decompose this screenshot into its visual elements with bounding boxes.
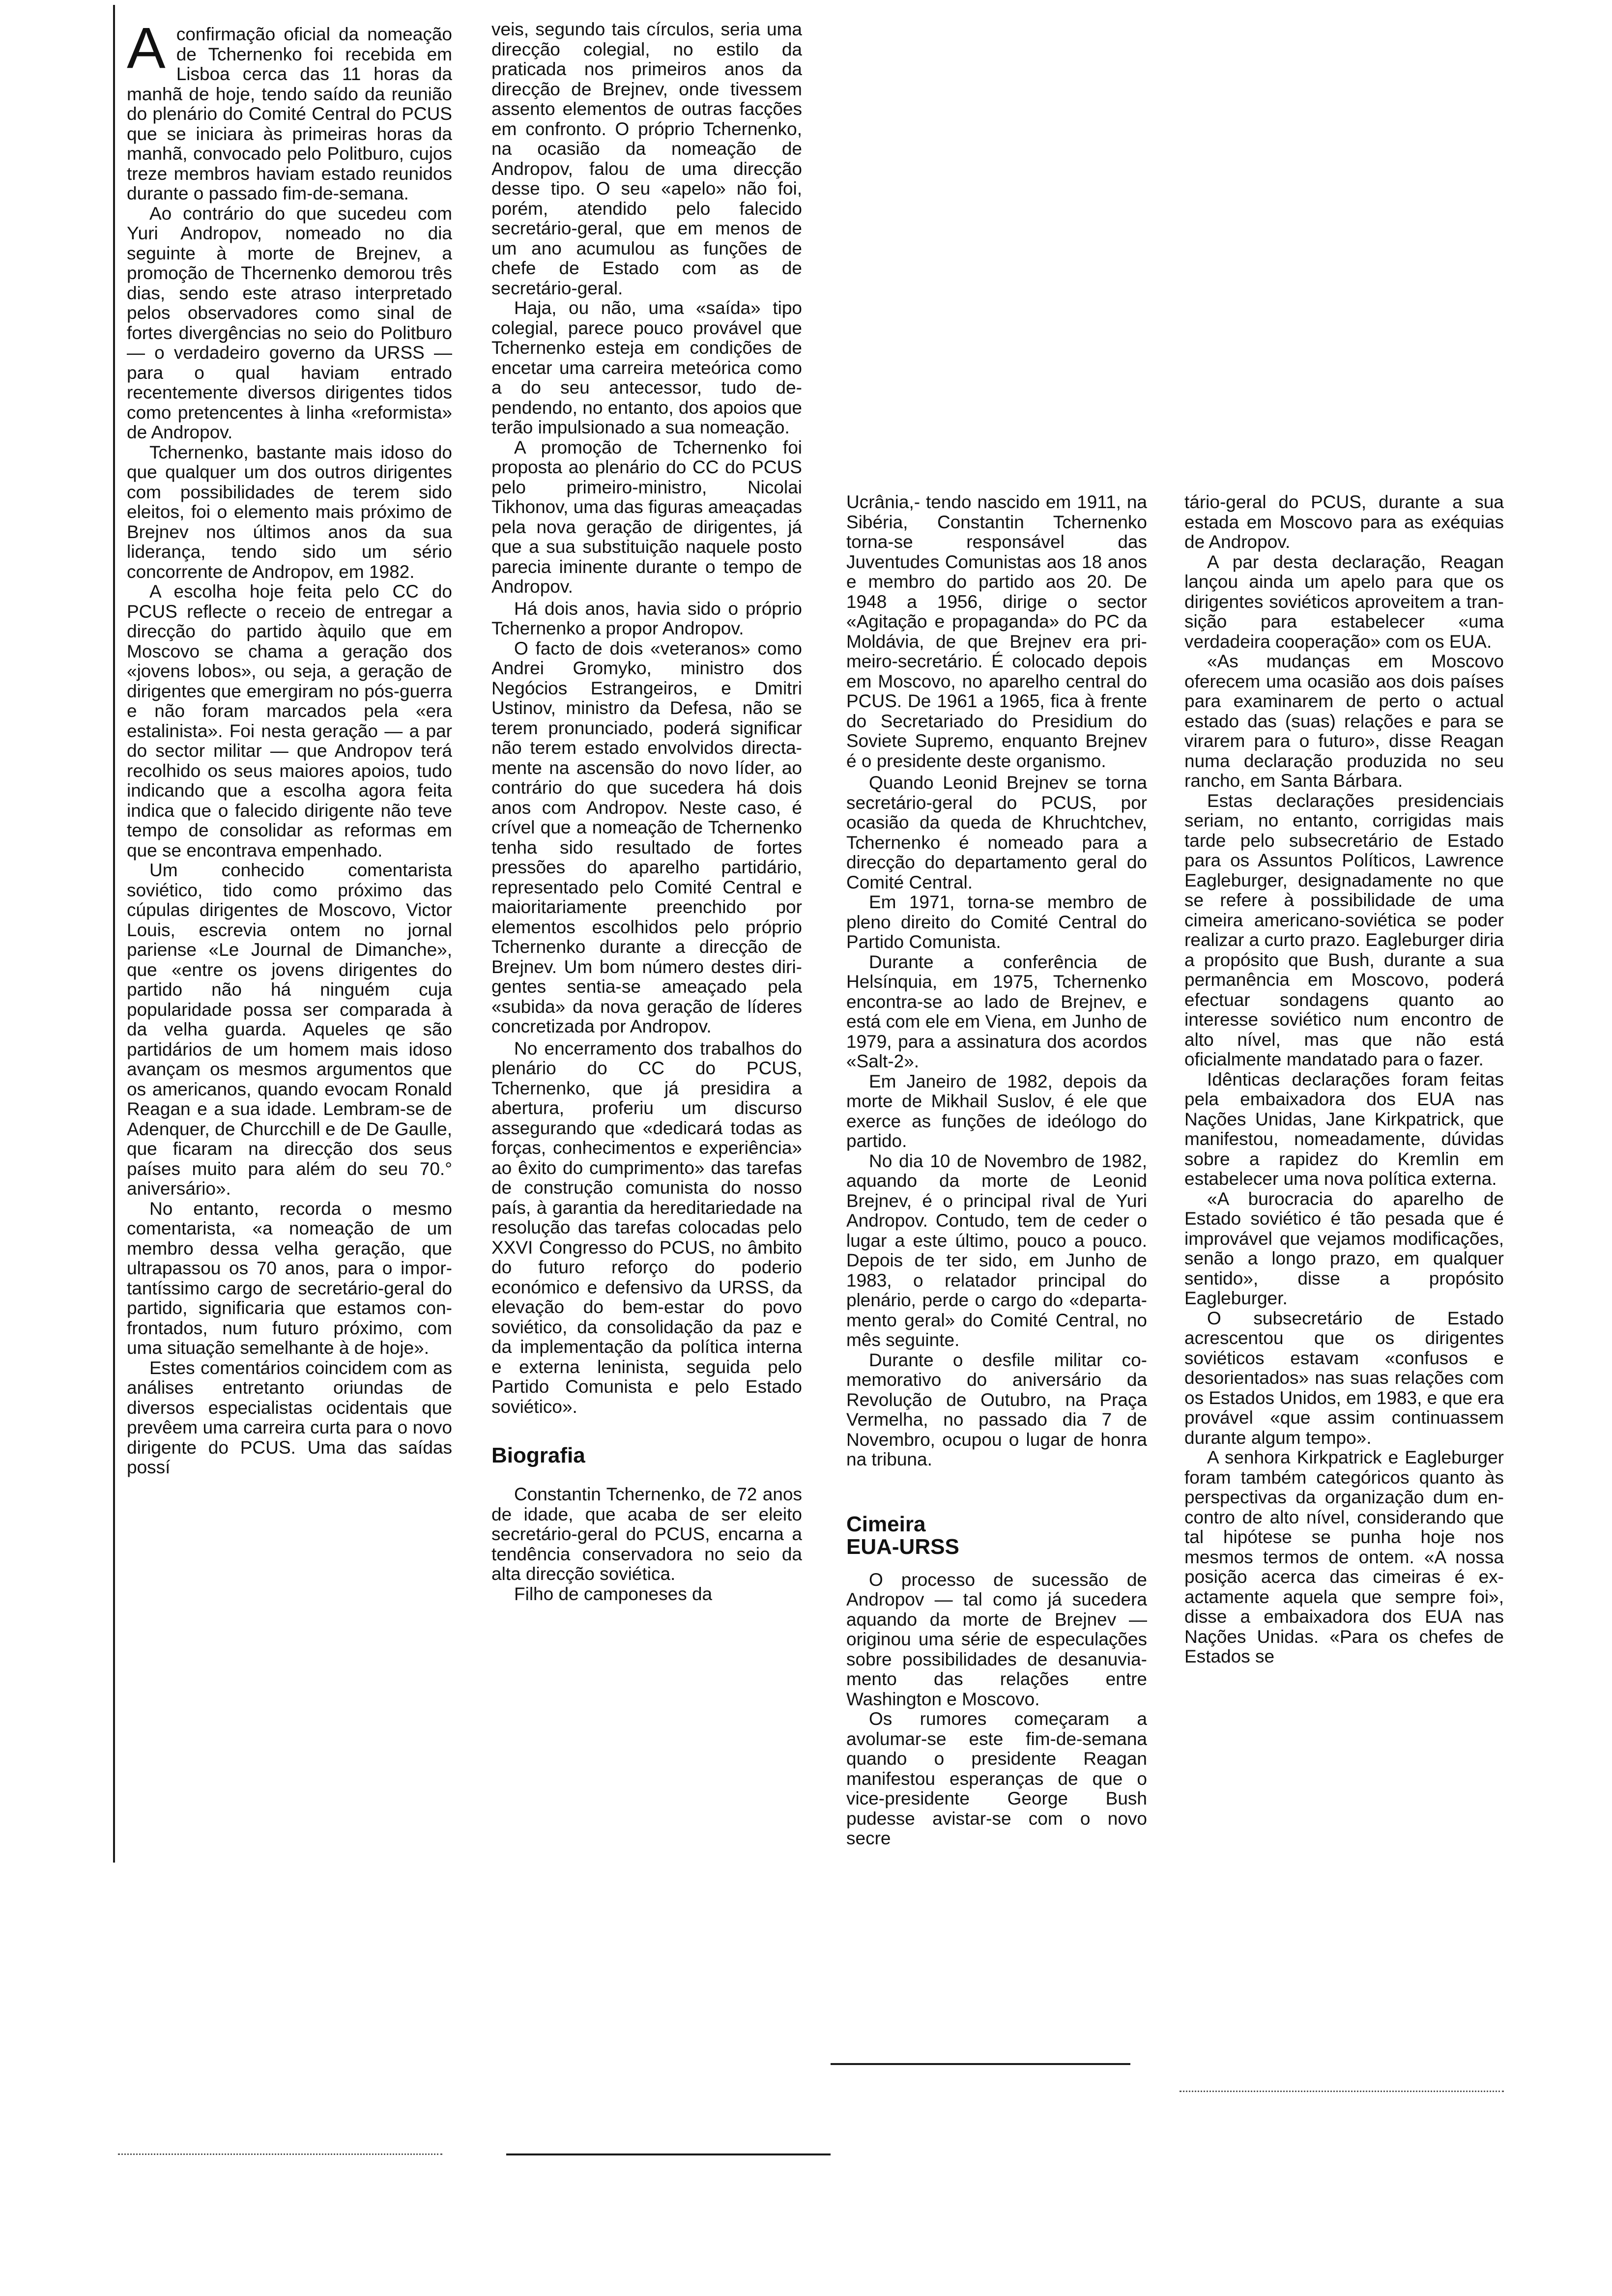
paragraph-text: confirmação oficial da nomeação de Tchernenko foi recebida em Lisboa cerca das 11 horas da manhã de hoje, tendo saído da reunião do plenário do Comité Central do PCUS que se iniciara às primeiras horas da manhã, convocado pelo Politburo, cujos treze membros haviam estado reunidos durante o passado fim-de-semana. bbox=[127, 24, 452, 203]
paragraph: O facto de dois «veteranos» como Andrei Gromyko, ministro dos Negócios Estrangeiros, e Dmitri Ustinov, ministro da Defesa, não se terem pronunciado, poderá significar não terem estado envolvidos directamente na ascensão do novo líder, ao contrário do que sucedera há dois anos com Andropov. Neste caso, é crível que a nomeação de Tchernenko tenha sido resultado de fortes pressões do aparelho partidário, representado pelo Comité Central e maioritariamente preenchido por elementos escolhidos pelo próprio Tchernenko durante a direcção de Brejnev. Um bom número destes dirigentes sentia-se ameaçado pela «subida» da nova geração de líderes concretizada por Andropov. bbox=[491, 638, 802, 1036]
paragraph: A promoção de Tchernenko foi proposta ao plenário do CC do PCUS pelo primeiro-ministro, Nicolai Tikhonov, uma das figuras ameaçadas pela nova geração de dirigentes, já que a sua substituição naquele posto parecia iminente durante o tempo de Andropov. bbox=[491, 437, 802, 597]
paragraph: Há dois anos, havia sido o próprio Tchernenko a propor Andropov. bbox=[491, 598, 802, 638]
paragraph: tário-geral do PCUS, durante a sua estada em Moscovo para as exéquias de Andropov. bbox=[1184, 492, 1504, 552]
paragraph: Durante o desfile militar comemorativo do aniversário da Revolução de Outubro, na Praça Vermelha, no passado dia 7 de Novembro, ocupou o lugar de honra na tribuna. bbox=[846, 1349, 1147, 1469]
section-heading-cimeira bbox=[846, 1513, 1147, 1558]
paragraph: A senhora Kirkpatrick e Eagleburger foram também categóricos quanto às perspectivas da organização dum encontro de alto nível, considerando que tal hipótese se punha hoje nos mesmos termos de ontem. «A nossa posição acerca das cimeiras é exactamente aquela que sempre foi», disse a embaixadora dos EUA nas Nações Unidas. «Para os chefes de Estados se bbox=[1184, 1447, 1504, 1666]
paragraph: Filho de camponeses da bbox=[514, 1583, 713, 1604]
paragraph: Os rumores começaram a avolumar-se este fim-de-semana quando o presidente Reagan manifestou esperanças de que o vice-presidente George Bush pudesse avistar-se com o novo secre bbox=[846, 1709, 1147, 1848]
paragraph: Um conhecido comentarista soviético, tido como próximo das cúpulas dirigentes de Moscovo, Victor Louis, escrevia ontem no jornal pariense «Le Journal de Dimanche», que «entre os jovens dirigentes do partido não há ninguém cuja popularidade possa ser comparada à da velha guarda. Aqueles qe são partidários de um homem mais idoso avançam os mesmos argumentos que os americanos, quando evocam Ronald Reagan e a sua idade. Lembram-se de Adenquer, de Churcchill e de De Gaulle, que ficaram na direcção dos seus países muito para além do seu 70.° aniversário». bbox=[127, 860, 452, 1199]
drop-cap: A bbox=[127, 16, 166, 81]
paragraph: Durante a conferência de Helsínquia, em 1975, Tchernenko encontra-se ao lado de Brejnev, e está com ele em Viena, em Junho de 1979, para a assinatura dos acordos «Salt-2». bbox=[846, 951, 1147, 1071]
paragraph: A par desta declaração, Reagan lançou ainda um apelo para que os dirigentes soviéticos aproveitem a transição para estabelecer «uma verdadeira cooperação» com os EUA. bbox=[1184, 551, 1504, 652]
paragraph: Tchernenko, bastante mais idoso do que qualquer um dos outros dirigentes com possibilidades de terem sido eleitos, foi o elemento mais próximo de Brejnev nos últimos anos da sua liderança, tendo sido um sério concorrente de Andropov, em 1982. bbox=[127, 442, 452, 582]
lead-paragraph bbox=[127, 16, 452, 204]
paragraph: Em 1971, torna-se membro de pleno direito do Comité Central do Partido Comunista. bbox=[846, 892, 1147, 952]
paragraph: Estas declarações presidenciais seriam, no entanto, corrigidas mais tarde pelo subsecretário de Estado para os Assuntos Políticos, Lawrence Eagleburger, designadamente no que se refere à possibilidade de uma cimeira americano-soviética se poder realizar a curto prazo. Eagleburger diria a propósito que Bush, durante a sua permanência em Moscovo, poderá efectuar sondagens quanto ao interesse soviético num encontro de alto nível, mas que não está oficialmente mandatado para o fazer. bbox=[1184, 790, 1504, 1069]
paragraph: Ucrânia,- tendo nascido em 1911, na Sibéria, Constantin Tchernenko torna-se responsável das Juventudes Comunistas aos 18 anos e membro do partido aos 20. De 1948 a 1956, dirige o sector «Agitação e propaganda» do PC da Moldávia, de que Brejnev era primeiro-secretário. É colocado depois em Moscovo, no aparelho central do PCUS. De 1961 a 1965, fica à frente do Secretariado do Presidium do Soviete Supremo, enquanto Brejnev é o presidente deste organismo. bbox=[846, 492, 1147, 771]
paragraph: O subsecretário de Estado acrescentou que os dirigentes soviéticos estavam «confusos e desorientados» nas suas relações com os Estados Unidos, em 1983, e que era provável «que assim continuassem durante algum tempo». bbox=[1184, 1308, 1504, 1448]
paragraph: O processo de sucessão de Andropov — tal como já sucedera aquando da morte de Brejnev — originou uma série de especulações sobre possibilidades de desanuviamento das relações entre Washington e Moscovo. bbox=[846, 1569, 1147, 1709]
paragraph: Idênticas declarações foram feitas pela embaixadora dos EUA nas Nações Unidas, Jane Kirkpatrick, que manifestou, nomeadamente, dúvidas sobre a rapidez do Kremlin em estabelecer uma nova política externa. bbox=[1184, 1069, 1504, 1189]
paragraph: Constantin Tchernenko, de 72 anos de idade, que acaba de ser eleito secretário-geral do PCUS, encarna a tendência conservadora no seio da alta direcção soviética. bbox=[491, 1484, 802, 1584]
paragraph: Em Janeiro de 1982, depois da morte de Mikhail Suslov, é ele que exerce as funções de ideólogo do partido. bbox=[846, 1071, 1147, 1151]
scan-speckle bbox=[1180, 2091, 1504, 2094]
column-2-bottom-rule bbox=[506, 2153, 831, 2155]
article-column-3 bbox=[846, 492, 1147, 1849]
paragraph: Haja, ou não, uma «saída» tipo colegial, parece pouco provável que Tchernenko esteja em condições de encetar uma carreira meteórica como a do seu antecessor, tudo dependendo, no entanto, dos apoios que terão impulsionado a sua nomeação. bbox=[491, 298, 802, 437]
paragraph: veis, segundo tais círculos, seria uma direcção colegial, no estilo da praticada nos primeiros anos da direcção de Brejnev, onde tivessem assento elementos de outras facções em confronto. O próprio Tchernenko, na ocasião da nomeação de Andropov, falou de uma direcção desse tipo. O seu «apelo» não foi, porém, atendido pelo falecido secretário-geral, que em menos de um ano acumulou as funções de chefe de Estado com as de secretário-geral. bbox=[491, 19, 802, 298]
paragraph: Estes comentários coincidem com as análises entretanto oriundas de diversos especialistas ocidentais que prevêem uma carreira curta para o novo dirigente do PCUS. Uma das saídas possí bbox=[127, 1357, 452, 1477]
paragraph: No encerramento dos trabalhos do plenário do CC do PCUS, Tchernenko, que já presidira a abertura, proferiu um discurso assegurando que «dedicará todas as forças, conhecimentos e experiência» ao êxito do cumprimento» das tarefas de construção comunista do nosso país, à garantia da hereditariedade na resolução das tarefas colocadas pelo XXVI Congresso do PCUS, no âmbito do futuro reforço do poderio económico e defensivo da URSS, da elevação do bem-estar do povo soviético, da consolidação da paz e da implementação da política interna e externa leninista, seguida pelo Partido Comunista e pelo Estado soviético». bbox=[491, 1038, 802, 1417]
section-heading-line-2: EUA-URSS bbox=[846, 1534, 959, 1559]
article-column-1 bbox=[127, 16, 452, 1478]
article-column-2 bbox=[491, 20, 802, 1604]
paragraph: No entanto, recorda o mesmo comentarista, «a nomeação de um membro dessa velha geração, que ultrapassou os 70 anos, para o importantíssimo cargo de secretário-geral do partido, significaria que estamos confrontados, num futuro próximo, com uma situação semelhante à de hoje». bbox=[127, 1198, 452, 1358]
paragraph: «A burocracia do aparelho de Estado soviético é tão pesada que é improvável que vejamos modificações, senão a longo prazo, em qualquer sentido», disse a propósito Eagleburger. bbox=[1184, 1188, 1504, 1308]
scan-speckle bbox=[118, 2153, 442, 2156]
article-column-4 bbox=[1184, 492, 1504, 1667]
paragraph: A escolha hoje feita pelo CC do PCUS reflecte o receio de entregar a direcção do partido àquilo que em Moscovo se chama a geração dos «jovens lobos», ou seja, a geração de dirigentes que emergiram no pós-guerra e não foram marcados pela «era estalinista». Foi nesta geração — a par do sector militar — que Andropov terá recolhido os seus maiores apoios, tudo indicando que a escolha agora feita indica que o falecido dirigente não teve tempo de consolidar as reformas em que se encontrava empenhado. bbox=[127, 581, 452, 861]
paragraph: No dia 10 de Novembro de 1982, aquando da morte de Leonid Brejnev, é o principal rival de Yuri Andropov. Contudo, tem de ceder o lugar a este último, pouco a pouco. Depois de ter sido, em Junho de 1983, o relatador principal do plenário, perde o cargo do «departamento geral» do Comité Central, no mês seguinte. bbox=[846, 1150, 1147, 1350]
paragraph: «As mudanças em Moscovo oferecem uma ocasião aos dois países para examinarem de perto o actual estado das (suas) relações e para se virarem para o futuro», disse Reagan numa declaração produzida no seu rancho, em Santa Bárbara. bbox=[1184, 651, 1504, 791]
left-column-rule bbox=[113, 5, 115, 1863]
paragraph: Ao contrário do que sucedeu com Yuri Andropov, nomeado no dia seguinte à morte de Brejnev, a promoção de Thcernenko demorou três dias, sendo este atraso interpretado pelos observadores como sinal de fortes divergências no seio do Politburo — o verdadeiro governo da URSS — para o qual haviam entrado recentemente diversos dirigentes tidos como pretencentes à linha «reformista» de Andropov. bbox=[127, 203, 452, 442]
section-heading-line-1: Cimeira bbox=[846, 1512, 926, 1536]
column-3-bottom-rule bbox=[831, 2063, 1130, 2065]
section-heading-biografia: Biografia bbox=[491, 1443, 585, 1467]
paragraph: Quando Leonid Brejnev se torna secretário-geral do PCUS, por ocasião da queda de Khruchtchev, Tchernenko é nomeado para a direcção do departamento geral do Comité Central. bbox=[846, 773, 1147, 892]
